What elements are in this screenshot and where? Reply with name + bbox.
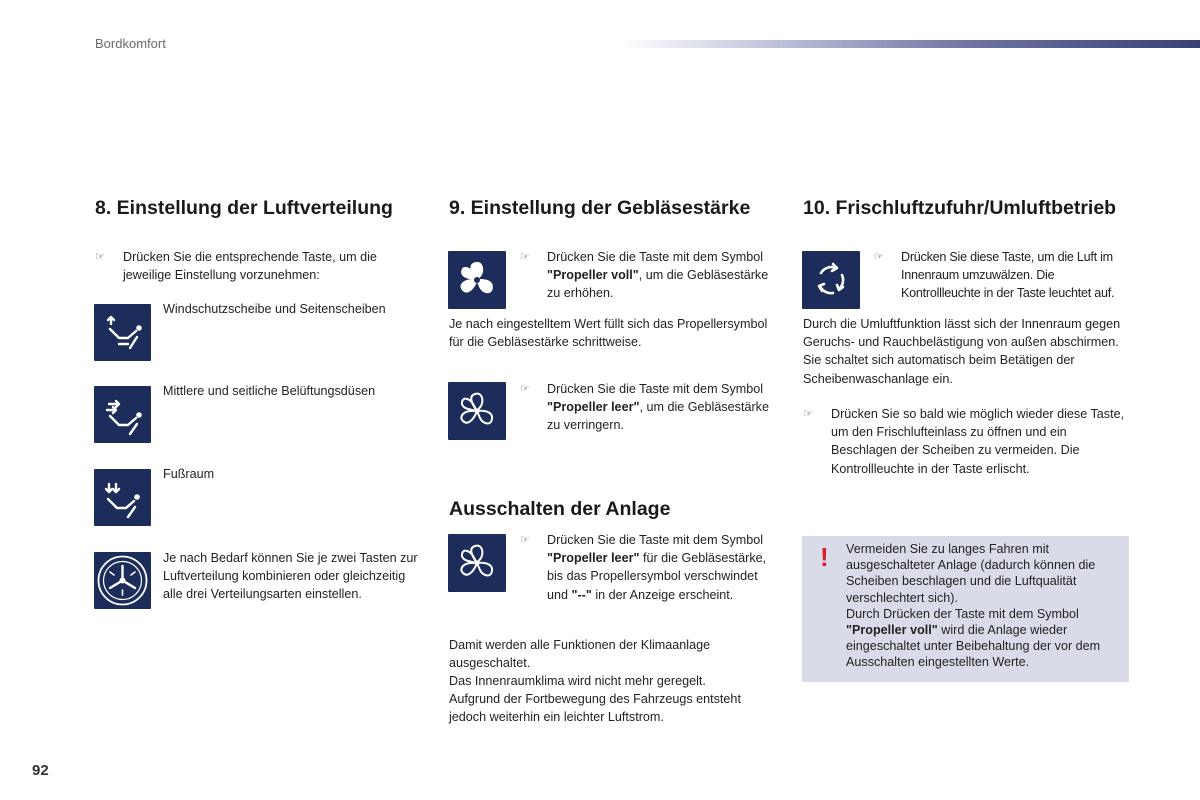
fan-fill-text: Je nach eingestelltem Wert füllt sich das Propellersymbol für die Gebläsestärke schrittweise. <box>449 317 768 350</box>
section10-title: 10. Frischluftzufuhr/Umluftbetrieb <box>803 197 1117 219</box>
bullet-icon: ☞ <box>520 251 530 263</box>
recirculation-step2-text: Drücken Sie so bald wie möglich wieder diese Taste, um den Frischlufteinlass zu öffnen und ein Beschlagen der Scheiben zu vermeiden. Die Kontrollleuchte in der Taste erlischt. <box>831 407 1125 476</box>
section-header: Bordkomfort <box>95 36 166 51</box>
bullet-icon: ☞ <box>803 408 813 420</box>
warning-text-2: Durch Drücken der Taste mit dem Symbol "Propeller voll" wird die Anlage wieder eingeschaltet unter Beibehaltung der vor dem Ausschalten eingestellten Werte. <box>846 606 1101 670</box>
recirculation-icon <box>802 251 860 309</box>
bullet-icon: ☞ <box>520 534 530 546</box>
fan-increase-text: Drücken Sie die Taste mit dem Symbol "Propeller voll", um die Gebläsestärke zu erhöhen. <box>547 250 769 301</box>
off-para-1: Damit werden alle Funktionen der Klimaanlage ausgeschaltet. <box>449 638 711 671</box>
distribution-item-label: Windschutzscheibe und Seitenscheiben <box>163 302 386 316</box>
off-para-2: Das Innenraumklima wird nicht mehr geregelt. <box>449 674 706 688</box>
recirculation-para: Durch die Umluftfunktion lässt sich der Innenraum gegen Geruchs- und Rauchbelästigung von außen abschirmen. Sie schaltet sich automatisch beim Betätigen der Scheibenwaschanlage ein. <box>803 317 1121 386</box>
warning-box <box>802 536 1129 682</box>
off-para-3: Aufgrund der Fortbewegung des Fahrzeugs entsteht jedoch weiterhin ein leichter Luftstrom. <box>449 692 741 725</box>
warning-text-1: Vermeiden Sie zu langes Fahren mit ausgeschalteter Anlage (dadurch können die Scheiben beschlagen und die Luftqualität verschlechtert sich). <box>846 542 1096 605</box>
recirculation-step-text: Drücken Sie diese Taste, um die Luft im Innenraum umzuwälzen. Die Kontrollleuchte in der Taste leuchtet auf. <box>901 250 1115 301</box>
off-step-text: Drücken Sie die Taste mit dem Symbol "Propeller leer" für die Gebläsestärke, bis das Propellersymbol verschwindet und "--" in der Anzeige erscheint. <box>547 533 767 602</box>
section8-intro: Drücken Sie die entsprechende Taste, um die jeweilige Einstellung vorzunehmen: <box>123 250 377 283</box>
combine-text: Je nach Bedarf können Sie je zwei Tasten zur Luftverteilung kombinieren oder gleichzeitig alle drei Verteilungsarten einstellen. <box>163 551 418 602</box>
page-number: 92 <box>32 762 49 779</box>
bullet-icon: ☞ <box>874 251 884 263</box>
warning-text <box>846 541 1124 671</box>
bullet-icon: ☞ <box>520 383 530 395</box>
vents-airflow-icon <box>94 386 151 443</box>
warning-icon: ! <box>820 542 829 572</box>
footwell-airflow-icon <box>94 469 151 526</box>
distribution-item-label: Mittlere und seitliche Belüftungsdüsen <box>163 384 376 398</box>
header-bar <box>620 40 1200 48</box>
fan-empty-icon <box>448 534 506 592</box>
windshield-airflow-icon <box>94 304 151 361</box>
fan-decrease-text: Drücken Sie die Taste mit dem Symbol "Propeller leer", um die Gebläsestärke zu verringern. <box>547 382 769 433</box>
fan-full-icon <box>448 251 506 309</box>
bullet-icon: ☞ <box>95 251 105 263</box>
fan-empty-icon <box>448 382 506 440</box>
section8-title: 8. Einstellung der Luftverteilung <box>95 197 393 219</box>
distribution-dial-icon <box>94 552 151 609</box>
off-section-title: Ausschalten der Anlage <box>449 498 671 520</box>
section9-title: 9. Einstellung der Gebläsestärke <box>449 197 751 219</box>
distribution-item-label: Fußraum <box>163 467 215 481</box>
